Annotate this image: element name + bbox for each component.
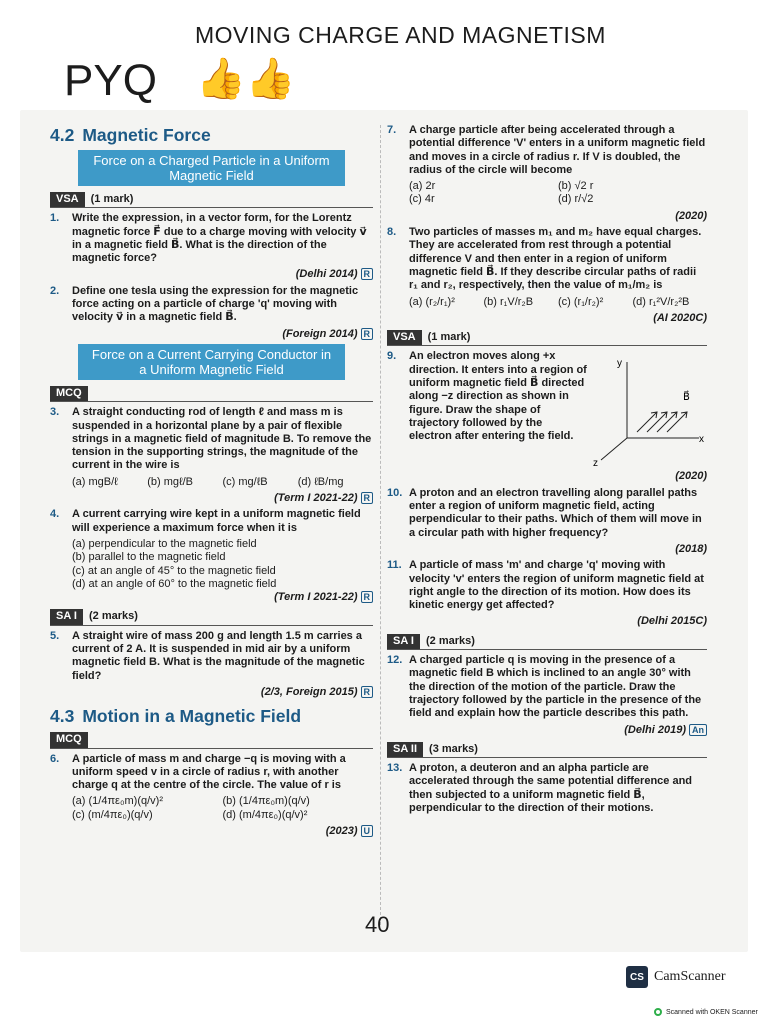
pyq-label: PYQ [64,56,157,105]
subsection-banner: Force on a Current Carrying Conductor in a Uniform Magnetic Field [78,344,345,380]
question-source: (AI 2020C) [653,311,707,324]
oken-text: Scanned with OKEN Scanner [666,1008,758,1016]
question-item [387,487,707,540]
r-badge-icon: R [361,492,374,504]
option: (d) r₁²V/r₂²B [632,295,690,308]
question-item [387,654,707,720]
section-number: 4.2 [50,125,75,145]
question-item [387,350,587,467]
tag-marks: (1 mark) [427,331,471,344]
tag-label: VSA [50,192,85,207]
question-source: (Term I 2021-22) R [50,591,373,604]
r-badge-icon: R [361,268,374,280]
b-field-label: B⃗ [683,392,690,404]
tag-label: VSA [387,330,422,345]
option: (b) √2 r [558,180,594,193]
options-list [72,795,373,822]
question-text: Define one tesla using the expression for the magnetic force acting on a particle of charge 'q' moving with velocity v⃗ in a magnetic field B⃗. [72,284,359,324]
tag-label: MCQ [50,732,88,747]
option: (a) mgB/ℓ [72,475,118,488]
question-number: 5. [50,629,60,642]
question-number: 10. [387,486,403,499]
question-text: A current carrying wire kept in a uniform magnetic field will experience a maximum force when it is [72,508,361,534]
question-type-tag [50,609,373,625]
r-badge-icon: R [361,686,374,698]
tag-marks: (3 marks) [429,742,478,755]
tag-label: SA II [387,742,423,757]
question-type-tag [50,732,373,748]
tag-marks: (1 mark) [90,193,134,205]
option: (a) (r₂/r₁)² [409,295,455,308]
question-item [387,226,707,292]
question-source: (Delhi 2015C) [637,615,707,628]
option: (b) (1/4πε₀m)(q/v) [222,795,310,808]
question-source: (2018) [675,542,707,555]
question-source: (2/3, Foreign 2015) R [50,686,373,699]
right-column [387,124,707,818]
x-axis-label: x [699,434,704,446]
question-number: 13. [387,762,403,775]
option: (b) mgℓ/B [147,475,193,488]
question-text: A straight conducting rod of length ℓ and mass m is suspended in a horizontal plane by a pair of flexible strings in a magnetic field of magnitude B. To remove the tension in the supporting strings, the magnitude of the current in the wire is [72,406,372,472]
question-text: A particle of mass m and charge −q is moving with a uniform speed v in a circle of radius r, with another charge q at the centre of the circle. The value of r is [72,752,346,792]
question-type-tag [387,742,707,758]
question-item [50,212,373,265]
thumbs-up-icon: 👍👍 [196,57,296,101]
tag-label: SA I [50,609,83,624]
camscanner-watermark [626,966,726,988]
question-item [387,124,707,177]
section-heading [50,705,373,727]
question-number: 8. [387,226,397,239]
option: (d) at an angle of 60° to the magnetic field [72,577,277,590]
oken-watermark [654,1008,758,1016]
question-item [50,508,373,535]
question-item [50,285,373,325]
question-source: (2020) [675,209,707,222]
question-number: 7. [387,124,397,136]
page-number: 40 [365,912,390,937]
question-text: A particle of mass 'm' and charge 'q' moving with velocity 'v' enters the region of uniform magnetic field at right angle to the direction of its motion. How does its kinetic energy get affected? [409,559,704,612]
camscanner-wordmark: CamScanner [654,969,726,984]
question-type-tag [387,330,707,346]
question-type-tag [50,192,373,208]
question-source: (2020) [675,470,707,483]
u-badge-icon: U [361,825,374,837]
question-source: (Foreign 2014) R [50,328,373,341]
question-source: (Delhi 2019) An [387,724,707,737]
option: (a) 2r [409,180,436,193]
section-heading [50,124,373,146]
question-number: 4. [50,508,60,521]
tag-label: SA I [387,634,420,649]
question-number: 12. [387,654,403,667]
option: (a) (1/4πε₀m)(q/v)² [72,795,164,808]
question-number: 11. [387,559,402,572]
question-item [387,762,707,815]
question-text: Two particles of masses m₁ and m₂ have equal charges. They are accelerated from rest through a potential difference V and then enter in a region of uniform magnetic field B⃗. If they describe circular paths of radii r₁ and r₂, respectively, then the value of m₁/m₂ is [409,226,702,292]
camscanner-logo-icon: CS [626,966,648,988]
question-item [50,406,373,472]
options-list [72,476,373,489]
section-title: Motion in a Magnetic Field [82,706,302,727]
option: (b) parallel to the magnetic field [72,551,226,564]
column-divider [380,125,381,925]
question-source: (Term I 2021-22) R [50,492,373,505]
question-text: A proton, a deuteron and an alpha particle are accelerated through the same potential difference and then subjected to a uniform magnetic field B⃗, perpendicular to the direction of their motions. [409,762,693,814]
question-item [50,630,373,683]
options-list [409,296,707,309]
question-text: A straight wire of mass 200 g and length 1.5 m carries a current of 2 A. It is suspended in mid air by a uniform magnetic field B. What is the magnitude of the magnetic field? [72,629,365,682]
options-list [409,180,707,207]
page-banner-title: MOVING CHARGE AND MAGNETISM [195,22,606,48]
section-title: Magnetic Force [82,125,211,145]
field-arrows-icon [637,412,687,432]
question-type-tag [50,386,373,402]
y-axis-label: y [617,358,622,370]
question-text: A charged particle q is moving in the presence of a magnetic field B which is inclined to an angle 30° with the direction of the motion of the particle. Draw the trajectory followed by the particle in the presence of the field and explain how the particle describes this path. [409,654,702,720]
tag-label: MCQ [50,386,88,401]
oken-logo-icon [654,1008,662,1016]
question-number: 9. [387,350,397,363]
question-item [387,559,707,612]
question-text: A proton and an electron travelling along parallel paths enter a region of uniform magnetic field, acting perpendicular to their paths. Which of them will move in a circular path with higher frequency? [409,486,702,539]
tag-marks: (2 marks) [89,610,138,623]
option: (c) mg/ℓB [222,475,268,488]
question-number: 1. [50,212,60,225]
an-badge-icon: An [689,724,707,736]
option: (d) ℓB/mg [297,475,344,488]
option: (c) at an angle of 45° to the magnetic field [72,564,276,577]
question-text: An electron moves along +x direction. It enters into a region of uniform magnetic field B⃗ directed along −z direction as shown in figure. Draw the shape of trajectory followed by the electron after entering the field. [409,350,587,443]
question-number: 2. [50,284,60,297]
option: (d) r/√2 [558,193,594,206]
z-axis-line [601,438,627,460]
question-type-tag [387,634,707,650]
question-text: A charge particle after being accelerated through a potential difference 'V' enters in a uniform magnetic field and moves in a circle of radius r. If V is doubled, the radius of the circle will become [409,124,706,176]
left-column [50,124,373,841]
question-text: Write the expression, in a vector form, for the Lorentz magnetic force F⃗ due to a charge moving with velocity v⃗ in a magnetic field B⃗. What is the direction of the magnetic force? [72,212,367,265]
magnetic-field-figure [587,350,707,470]
option: (c) (m/4πε₀)(q/v) [72,808,153,821]
option: (d) (m/4πε₀)(q/v)² [222,808,308,821]
question-item [50,753,373,793]
option: (b) r₁V/r₂B [483,295,534,308]
question-with-figure [387,350,707,470]
question-source: (Delhi 2014) R [50,268,373,281]
option: (c) (r₁/r₂)² [558,295,604,308]
question-number: 6. [50,752,60,765]
question-source: (2023) U [50,825,373,838]
question-number: 3. [50,406,60,419]
option: (a) perpendicular to the magnetic field [72,537,257,550]
subsection-banner: Force on a Charged Particle in a Uniform Magnetic Field [78,150,345,186]
z-axis-label: z [593,458,598,470]
tag-marks: (2 marks) [426,634,475,647]
axes-diagram [587,350,707,470]
section-number: 4.3 [50,706,75,727]
r-badge-icon: R [361,328,374,340]
option: (c) 4r [409,193,435,206]
r-badge-icon: R [361,591,374,603]
